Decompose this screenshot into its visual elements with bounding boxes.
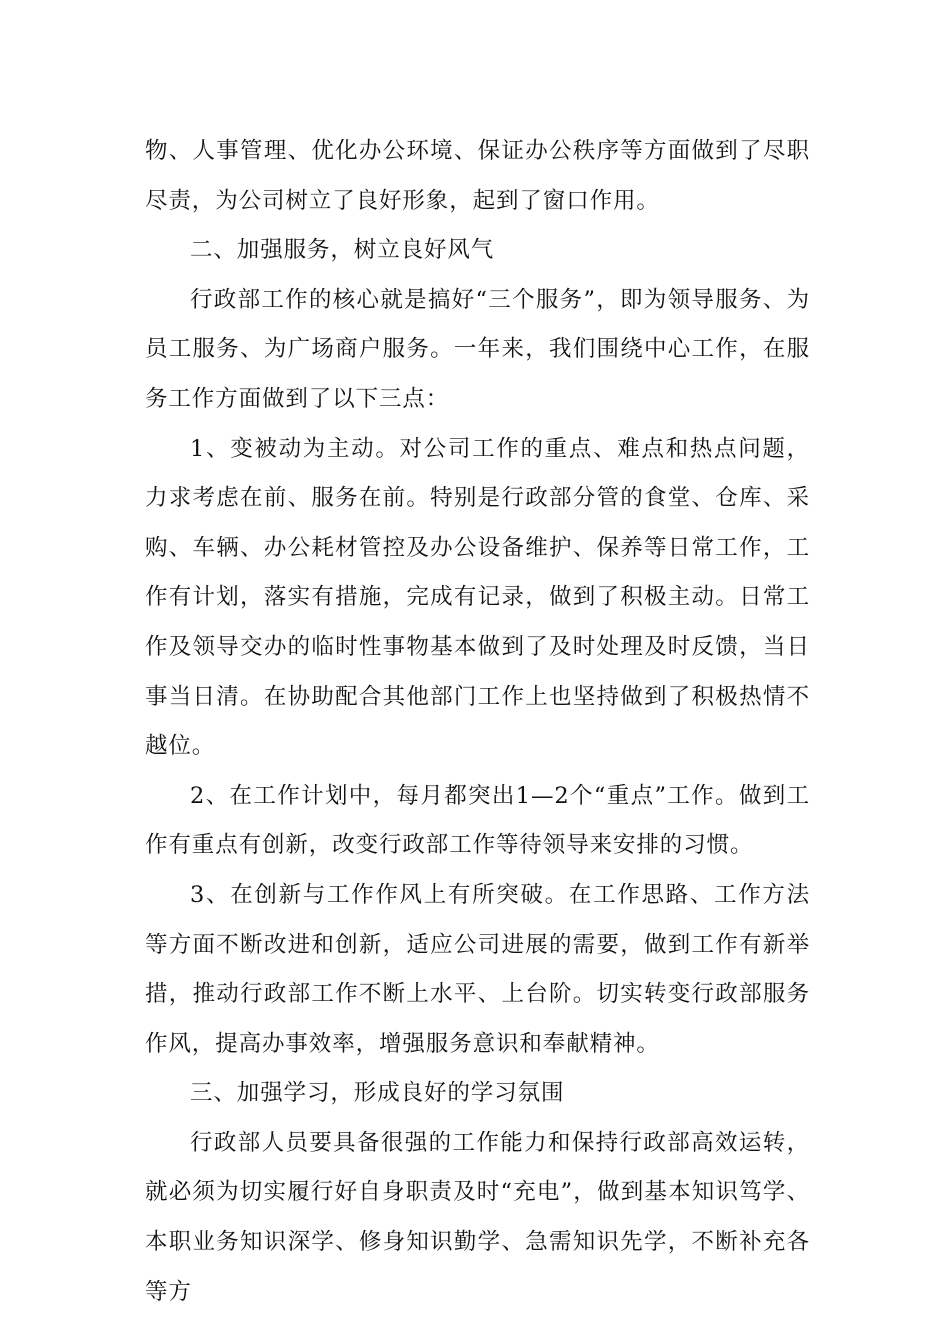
paragraph-learning: 行政部人员要具备很强的工作能力和保持行政部高效运转，就必须为切实履行好自身职责及时“充电”，做到基本知识笃学、本职业务知识深学、修身知识勤学、急需知识先学，不断补充各等方	[145, 1129, 810, 1305]
section-heading-3: 三、加强学习，形成良好的学习氛围	[190, 1080, 565, 1107]
paragraph-point-2: 2、在工作计划中，每月都突出1—2个“重点”工作。做到工作有重点有创新，改变行政部工作等待领导来安排的习惯。	[145, 782, 810, 859]
paragraph-point-1: 1、变被动为主动。对公司工作的重点、难点和热点问题，力求考虑在前、服务在前。特别是行政部分管的食堂、仓库、采购、车辆、办公耗材管控及办公设备维护、保养等日常工作，工作有计划，落实有措施，完成有记录，做到了积极主动。日常工作及领导交办的临时性事物基本做到了及时处理及时反馈，当日事当日清。在协助配合其他部门工作上也坚持做到了积极热情不越位。	[145, 435, 810, 760]
section-heading-2: 二、加强服务，树立良好风气	[190, 237, 495, 264]
paragraph-continuation: 物、人事管理、优化办公环境、保证办公秩序等方面做到了尽职尽责，为公司树立了良好形象，起到了窗口作用。	[145, 138, 810, 214]
paragraph-service-core: 行政部工作的核心就是搞好“三个服务”，即为领导服务、为员工服务、为广场商户服务。一年来，我们围绕中心工作，在服务工作方面做到了以下三点：	[145, 286, 810, 412]
document-body	[145, 127, 810, 1317]
paragraph-point-3: 3、在创新与工作作风上有所突破。在工作思路、工作方法等方面不断改进和创新，适应公司进展的需要，做到工作有新举措，推动行政部工作不断上水平、上台阶。切实转变行政部服务作风，提高办事效率，增强服务意识和奉献精神。	[145, 881, 810, 1057]
